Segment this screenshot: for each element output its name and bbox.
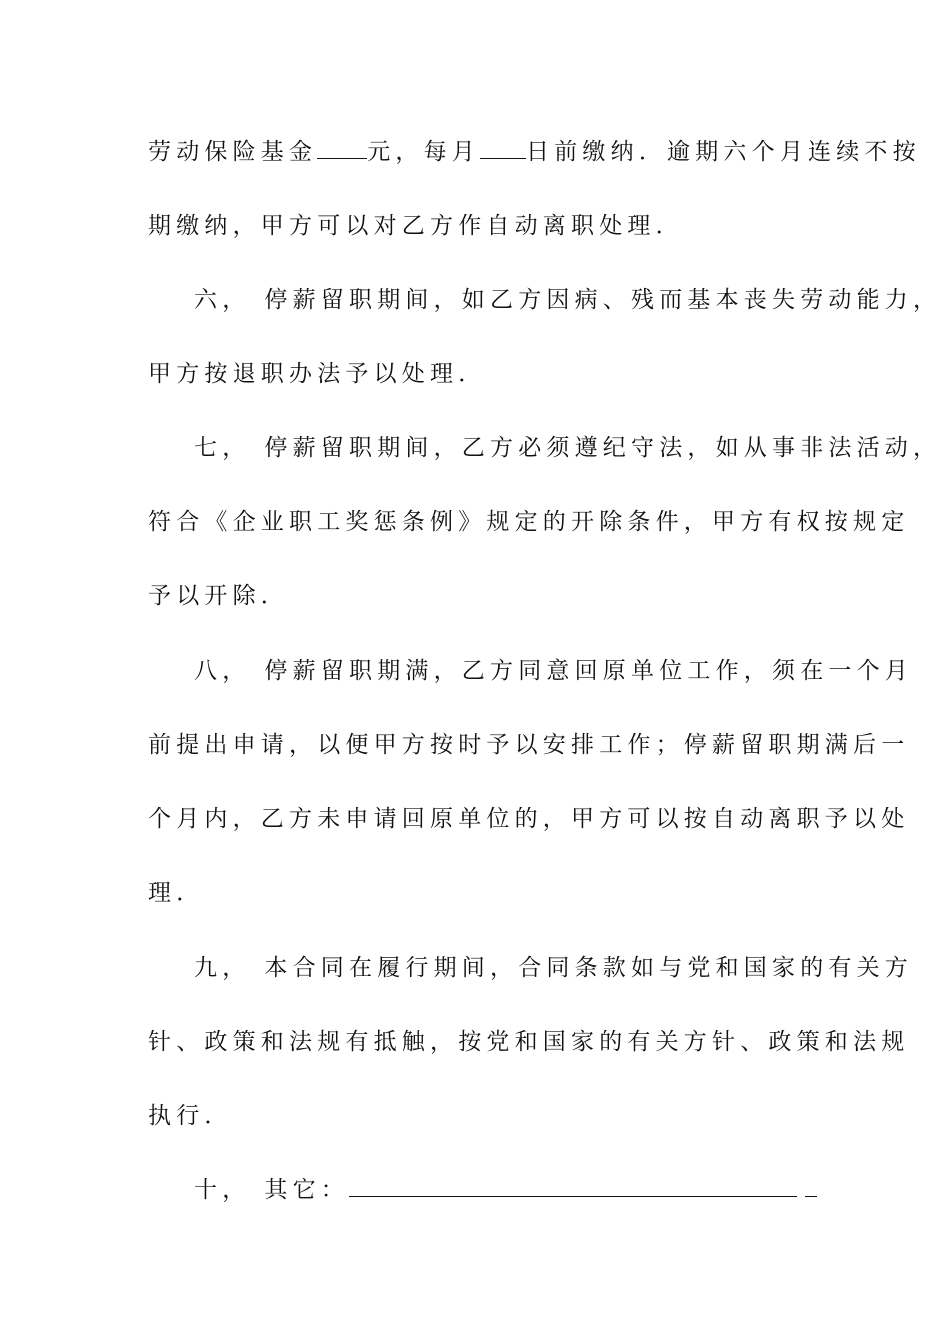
line-11: [148, 878, 204, 908]
text-segment: 予以开除．: [148, 583, 289, 609]
blank-fill: [805, 1176, 817, 1197]
line-10: [148, 804, 909, 834]
clause-text: 本合同在履行期间，合同条款如与党和国家的有关方: [264, 955, 914, 981]
clause-text: 停薪留职期满，乙方同意回原单位工作，须在一个月: [264, 658, 914, 684]
clause-9: [194, 953, 913, 983]
clause-8: [194, 656, 913, 686]
text-segment: 针、政策和法规有抵触，按党和国家的有关方针、政策和法规: [148, 1029, 910, 1055]
line-2: [148, 211, 684, 241]
clause-text: 停薪留职期间，如乙方因病、残而基本丧失劳动能力，: [264, 287, 942, 313]
text-segment: 执行．: [148, 1103, 233, 1129]
text-segment: 前提出申请，以便甲方按时予以安排工作；停薪留职期满后一: [148, 732, 910, 758]
line-13: [148, 1027, 909, 1057]
text-segment: 理．: [148, 880, 205, 906]
blank-fill: [317, 138, 367, 159]
text-segment: 元，每月: [367, 139, 481, 165]
blank-fill: [480, 138, 526, 159]
clause-number: 七，: [194, 435, 251, 461]
clause-6: [194, 285, 941, 315]
clause-7: [194, 433, 941, 463]
line-14: [148, 1101, 233, 1131]
clause-number: 十，: [194, 1177, 251, 1203]
clause-text: 其它：: [264, 1177, 350, 1203]
text-segment: 日前缴纳．逾期六个月连续不按: [526, 139, 921, 165]
blank-fill: [349, 1176, 797, 1197]
line-7: [148, 581, 289, 611]
text-segment: 劳动保险基金: [148, 139, 318, 165]
text-segment: 甲方按退职办法予以处理．: [148, 361, 487, 387]
clause-10: [194, 1175, 817, 1205]
line-1: [148, 137, 921, 167]
clause-text: 停薪留职期间，乙方必须遵纪守法，如从事非法活动，: [264, 435, 942, 461]
clause-number: 八，: [194, 658, 251, 684]
line-4: [148, 359, 486, 389]
clause-number: 九，: [194, 955, 251, 981]
text-segment: 个月内，乙方未申请回原单位的，甲方可以按自动离职予以处: [148, 806, 910, 832]
clause-number: 六，: [194, 287, 251, 313]
text-segment: 符合《企业职工奖惩条例》规定的开除条件，甲方有权按规定: [148, 509, 910, 535]
text-segment: 期缴纳，甲方可以对乙方作自动离职处理．: [148, 213, 684, 239]
line-6: [148, 507, 909, 537]
line-9: [148, 730, 909, 760]
